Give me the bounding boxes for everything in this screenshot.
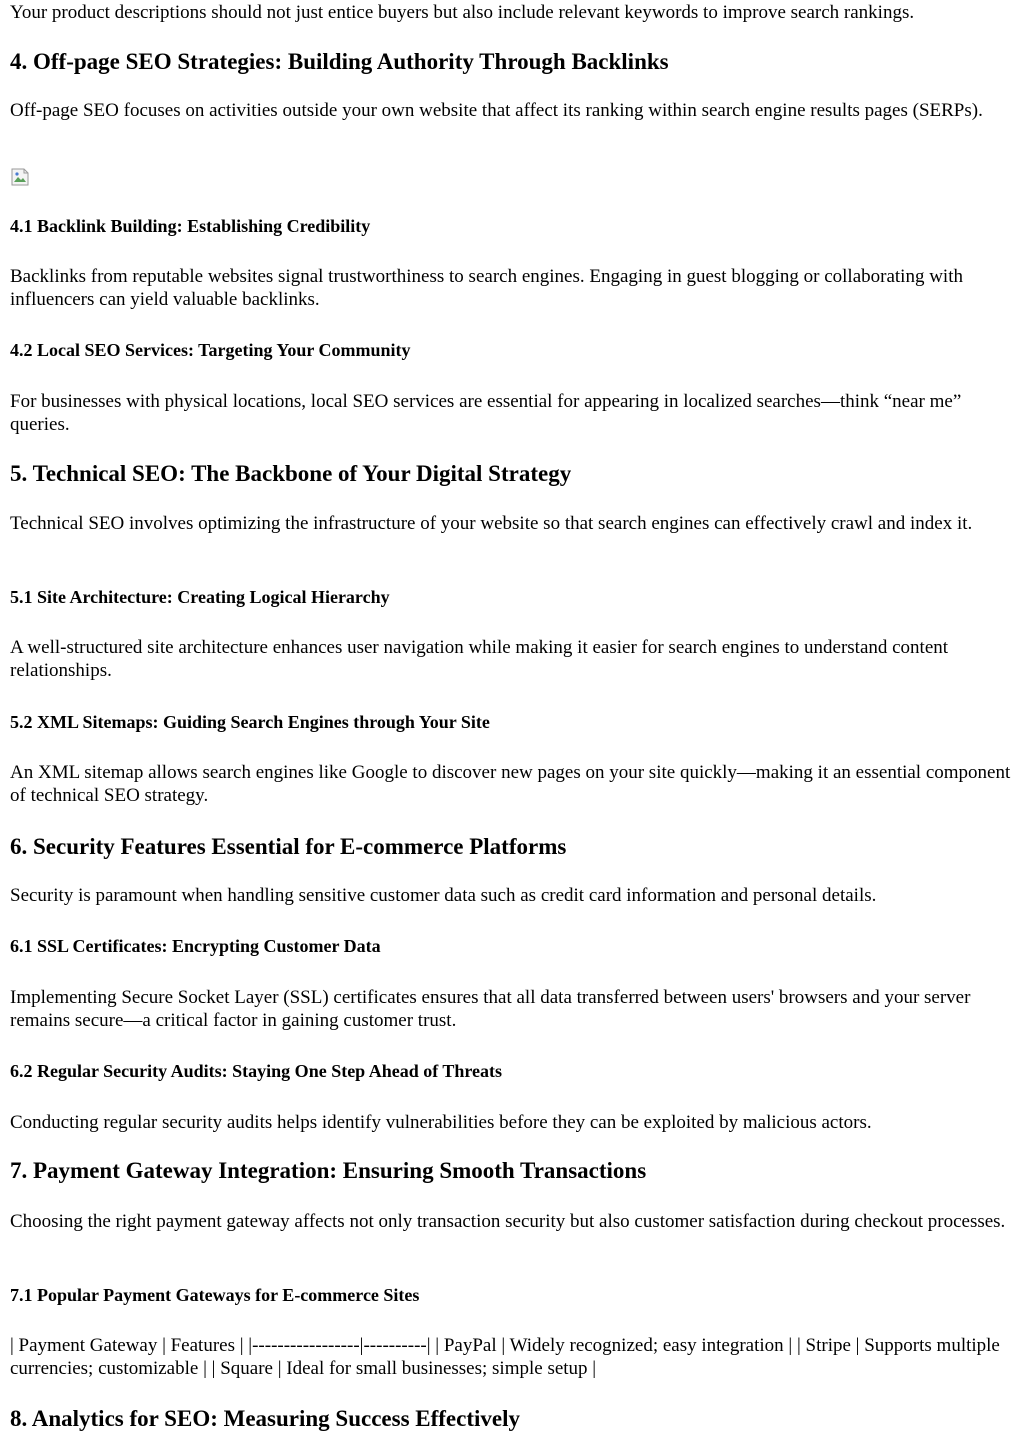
- heading-xml-sitemaps: 5.2 XML Sitemaps: Guiding Search Engines through Your Site: [10, 712, 490, 732]
- paragraph-security-features: Security is paramount when handling sensitive customer data such as credit card information and personal details.: [10, 885, 877, 906]
- paragraph-backlink-building: Backlinks from reputable websites signal trustworthiness to search engines. Engaging in guest blogging or collaborating with influencers can yield valuable backlinks.: [10, 266, 963, 310]
- paragraph-gateway-table-markdown: | Payment Gateway | Features | |-----------------|----------| | PayPal | Widely recognized; easy integration | | Stripe | Supports multiple currencies; customizable | | Square | Ideal for small businesses; simple setup |: [10, 1335, 1000, 1379]
- paragraph-ssl-certificates: Implementing Secure Socket Layer (SSL) certificates ensures that all data transferred between users' browsers and your server remains secure—a critical factor in gaining customer trust.: [10, 987, 971, 1031]
- broken-image-icon: [10, 167, 30, 187]
- heading-popular-gateways: 7.1 Popular Payment Gateways for E-commerce Sites: [10, 1285, 420, 1305]
- paragraph-technical-seo: Technical SEO involves optimizing the infrastructure of your website so that search engines can effectively crawl and index it.: [10, 513, 973, 534]
- heading-site-architecture: 5.1 Site Architecture: Creating Logical Hierarchy: [10, 587, 390, 607]
- intro-paragraph: Your product descriptions should not just entice buyers but also include relevant keywords to improve search rankings.: [10, 2, 915, 23]
- paragraph-xml-sitemaps: An XML sitemap allows search engines like Google to discover new pages on your site quickly—making it an essential component of technical SEO strategy.: [10, 762, 1011, 806]
- paragraph-local-seo: For businesses with physical locations, local SEO services are essential for appearing in localized searches—think “near me” queries.: [10, 391, 962, 435]
- heading-backlink-building: 4.1 Backlink Building: Establishing Credibility: [10, 216, 371, 236]
- heading-technical-seo: 5. Technical SEO: The Backbone of Your Digital Strategy: [10, 461, 572, 486]
- heading-analytics-seo: 8. Analytics for SEO: Measuring Success Effectively: [10, 1406, 520, 1431]
- heading-security-features: 6. Security Features Essential for E-commerce Platforms: [10, 834, 567, 859]
- paragraph-off-page-seo: Off-page SEO focuses on activities outside your own website that affect its ranking within search engine results pages (SERPs).: [10, 100, 983, 121]
- paragraph-site-architecture: A well-structured site architecture enhances user navigation while making it easier for search engines to understand content relationships.: [10, 637, 949, 681]
- paragraph-security-audits: Conducting regular security audits helps identify vulnerabilities before they can be exploited by malicious actors.: [10, 1112, 872, 1133]
- heading-ssl-certificates: 6.1 SSL Certificates: Encrypting Customer Data: [10, 936, 381, 956]
- heading-local-seo: 4.2 Local SEO Services: Targeting Your Community: [10, 340, 411, 360]
- heading-payment-gateway: 7. Payment Gateway Integration: Ensuring Smooth Transactions: [10, 1158, 647, 1183]
- paragraph-payment-gateway: Choosing the right payment gateway affects not only transaction security but also customer satisfaction during checkout processes.: [10, 1211, 1006, 1232]
- heading-off-page-seo: 4. Off-page SEO Strategies: Building Authority Through Backlinks: [10, 49, 669, 74]
- heading-security-audits: 6.2 Regular Security Audits: Staying One Step Ahead of Threats: [10, 1061, 503, 1081]
